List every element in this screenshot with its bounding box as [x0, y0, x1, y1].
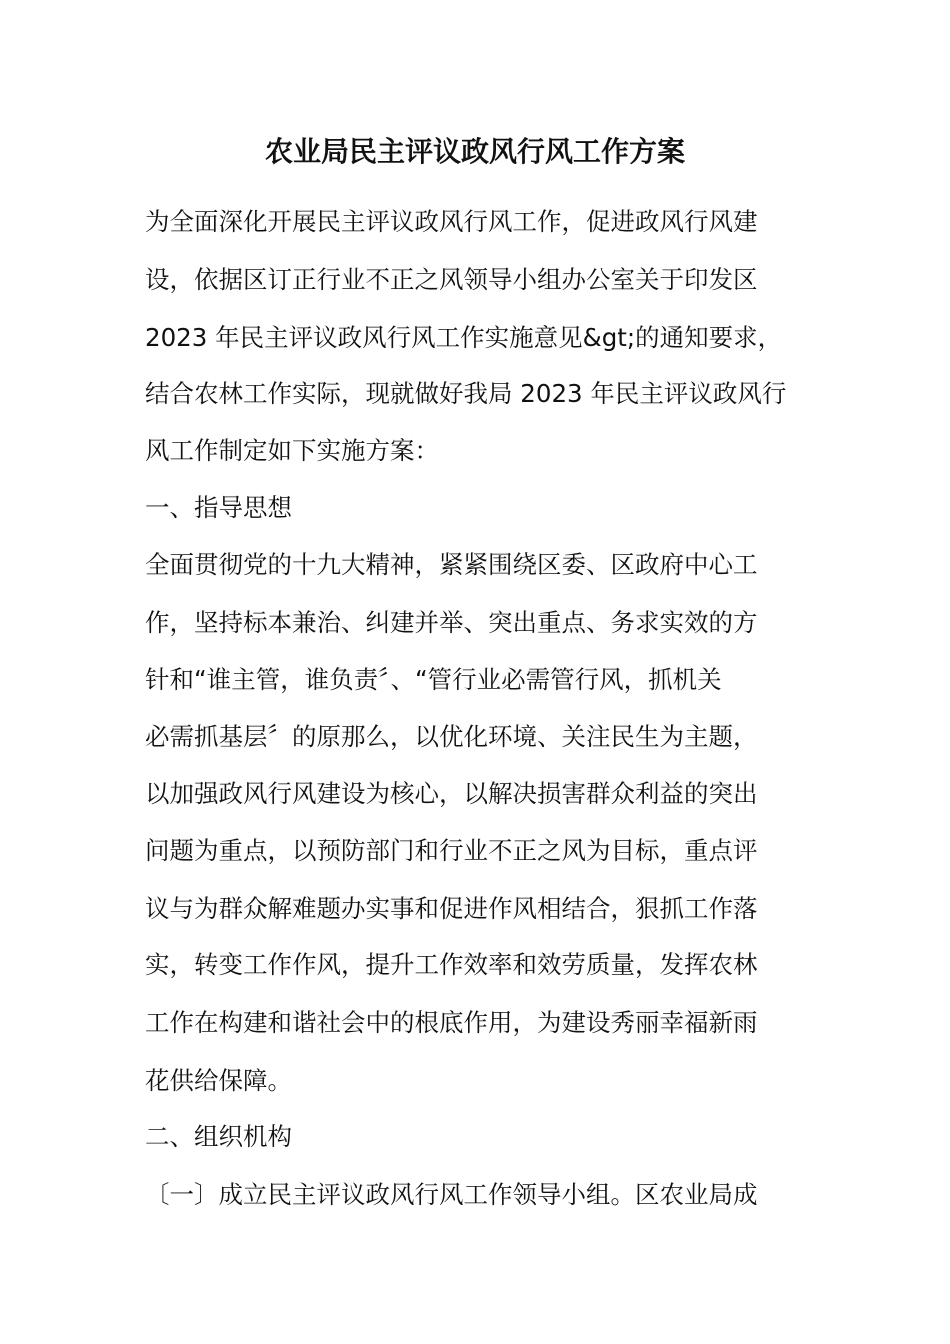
document-title: 农业局民主评议政风行风工作方案	[264, 135, 685, 168]
paragraph-line: 结合农林工作实际，现就做好我局 2023 年民主评议政风行	[145, 379, 787, 408]
paragraph-line: 2023 年民主评议政风行风工作实施意见&gt;的通知要求，	[145, 323, 783, 352]
section-heading: 一、指导思想	[145, 493, 292, 522]
paragraph-line: 风工作制定如下实施方案：	[145, 436, 439, 465]
paragraph-line: 花供给保障。	[145, 1066, 292, 1095]
paragraph-line: 作，坚持标本兼治、纠建并举、突出重点、务求实效的方	[145, 608, 758, 637]
paragraph-line: 问题为重点，以预防部门和行业不正之风为目标，重点评	[145, 836, 758, 865]
paragraph-line: 工作在构建和谐社会中的根底作用，为建设秀丽幸福新雨	[145, 1008, 758, 1037]
paragraph-line: 〔一〕成立民主评议政风行风工作领导小组。区农业局成	[145, 1180, 758, 1209]
section-heading: 二、组织机构	[145, 1122, 292, 1151]
paragraph-line: 实，转变工作作风，提升工作效率和效劳质量，发挥农林	[145, 950, 758, 979]
paragraph-line: 全面贯彻党的十九大精神，紧紧围绕区委、区政府中心工	[145, 550, 758, 579]
paragraph-line: 议与为群众解难题办实事和促进作风相结合，狠抓工作落	[145, 894, 758, 923]
paragraph-line: 以加强政风行风建设为核心，以解决损害群众利益的突出	[145, 779, 758, 808]
paragraph-line: 针和“谁主管，谁负责〞、“管行业必需管行风，抓机关	[145, 665, 722, 694]
paragraph-line: 必需抓基层〞的原那么，以优化环境、关注民生为主题，	[145, 722, 758, 751]
paragraph-line: 为全面深化开展民主评议政风行风工作，促进政风行风建	[145, 207, 758, 236]
paragraph-line: 设，依据区订正行业不正之风领导小组办公室关于印发区	[145, 265, 758, 294]
